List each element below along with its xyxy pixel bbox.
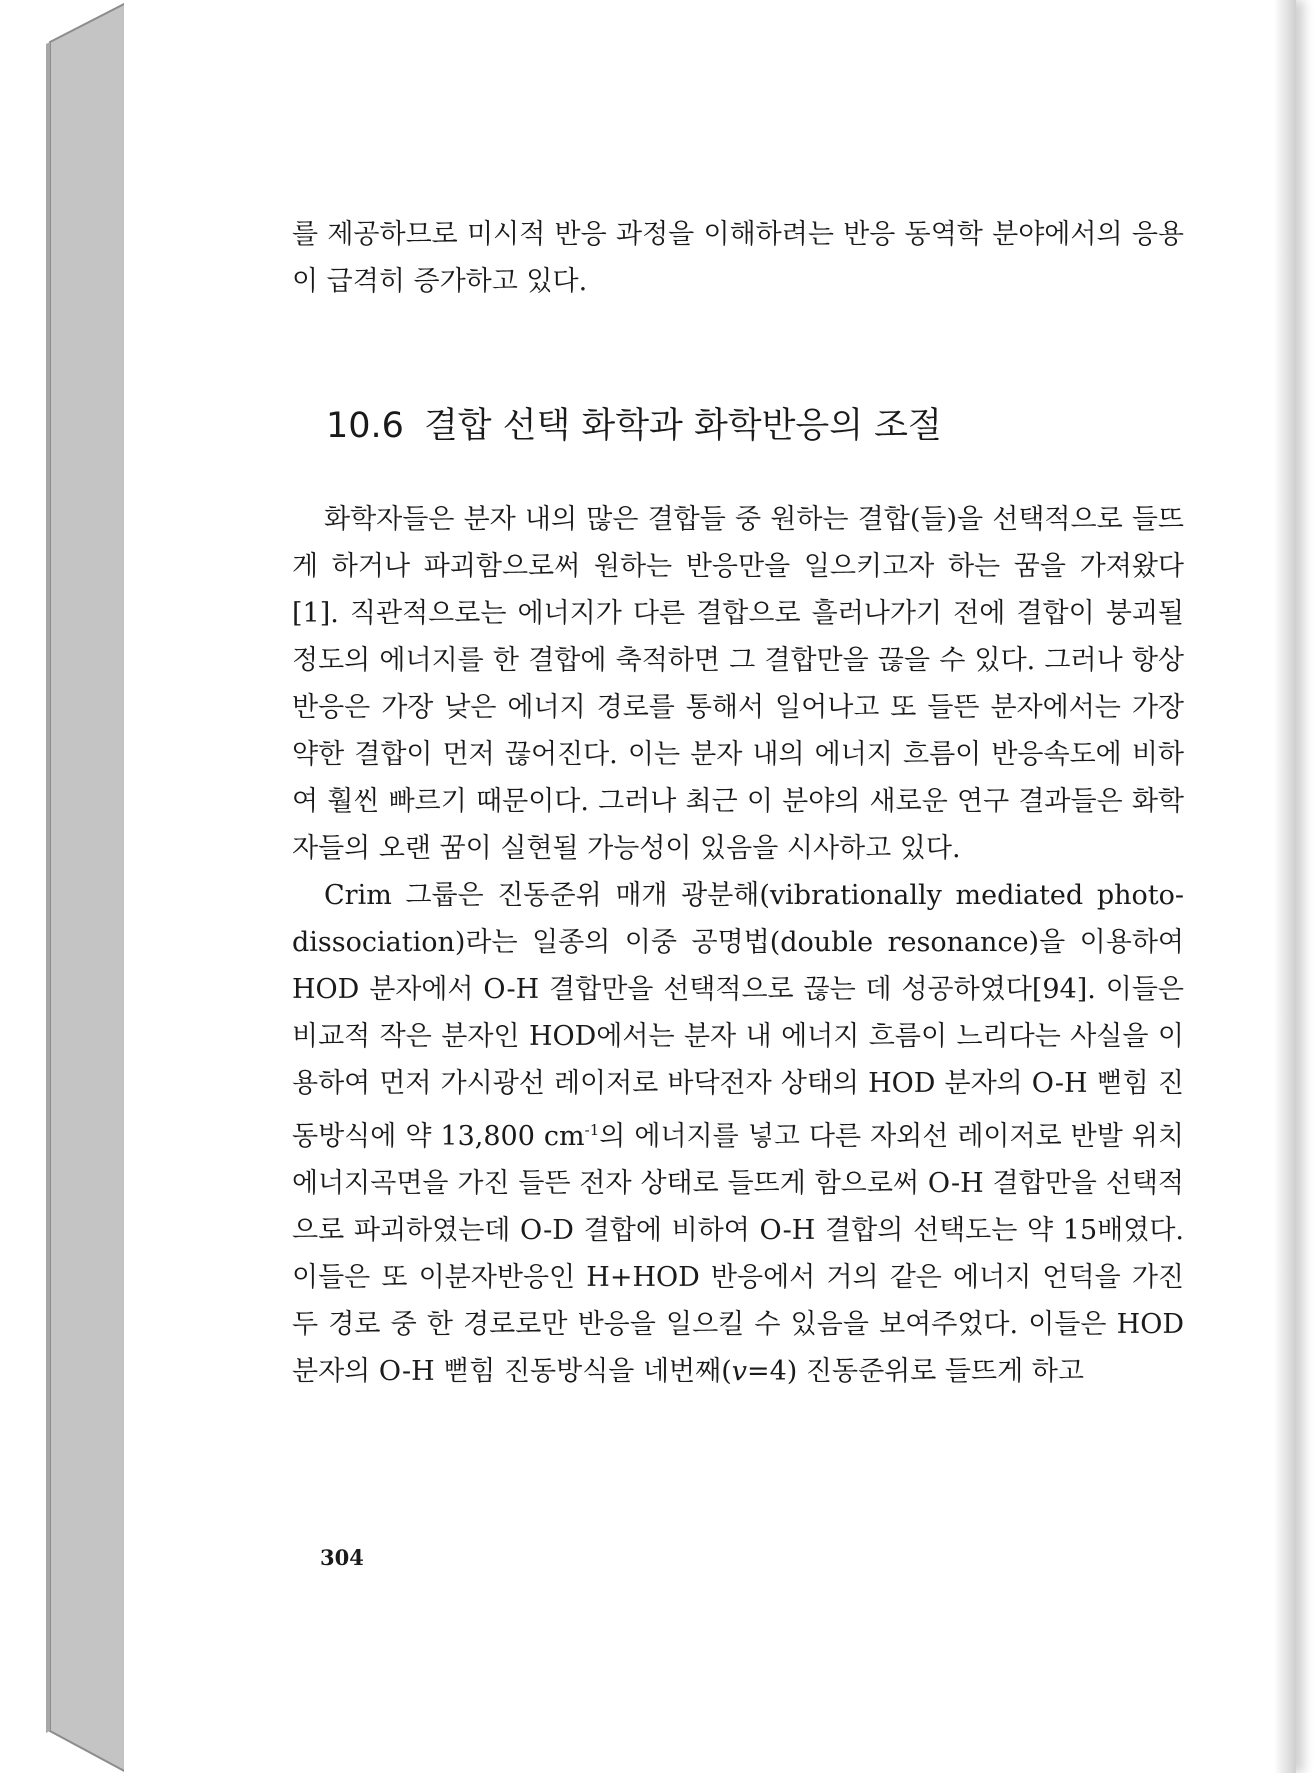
section-number: 10.6 (326, 406, 404, 446)
paragraph-text: 의 에너지를 넣고 다른 자외선 레이저로 반발 위치에너지곡면을 가진 들뜬 전자 상태로 들뜨게 함으로써 O-H 결합만을 선택적으로 파괴하였는데 O-D 결합에 비하여 O-H 결합의 선택도는 약 15배였다. 이들은 또 이분자반응인 H+HOD 반응에서 거의 같은 에너지 언덕을 가진 두 경로 중 한 경로로만 반응을 일으킬 수 있음을 보여주었다. 이들은 HOD 분자의 O-H 뻗힘 진동방식을 네번째( (292, 1121, 1185, 1387)
page-edge (1274, 0, 1296, 1773)
unit-superscript: -1 (584, 1121, 600, 1139)
book-spine (0, 0, 128, 1773)
section-heading (326, 398, 942, 448)
intro-paragraph: 를 제공하므로 미시적 반응 과정을 이해하려는 반응 동역학 분야에서의 응용이 급격히 증가하고 있다. (292, 219, 1184, 297)
quantum-number-symbol: v (731, 1356, 747, 1387)
body-paragraph-crim (292, 872, 1184, 1395)
paragraph-text: Crim 그룹은 진동준위 매개 광분해(vibrationally mediated photo-dissociation)라는 일종의 이중 공명법(double resonance)을 이용하여 HOD 분자에서 O-H 결합만을 선택적으로 끊는 데 성공하였다[94]. 이들은 비교적 작은 분자인 HOD에서는 분자 내 에너지 흐름이 느리다는 사실을 이용하여 먼저 가시광선 레이저로 바닥전자 상태의 HOD 분자의 O-H 뻗힘 진동방식에 약 13,800 cm (292, 880, 1184, 1152)
body-paragraph: 화학자들은 분자 내의 많은 결합들 중 원하는 결합(들)을 선택적으로 들뜨게 하거나 파괴함으로써 원하는 반응만을 일으키고자 하는 꿈을 가져왔다[1]. 직관적으로는 에너지가 다른 결합으로 흘러나가기 전에 결합이 붕괴될 정도의 에너지를 한 결합에 축적하면 그 결합만을 끊을 수 있다. 그러나 항상 반응은 가장 낮은 에너지 경로를 통해서 일어나고 또 들뜬 분자에서는 가장 약한 결합이 먼저 끊어진다. 이는 분자 내의 에너지 흐름이 반응속도에 비하여 훨씬 빠르기 때문이다. 그러나 최근 이 분야의 새로운 연구 결과들은 화학자들의 오랜 꿈이 실현될 가능성이 있음을 시사하고 있다. (292, 504, 1184, 864)
paragraph-text: =4) 진동준위로 들뜨게 하고 (747, 1356, 1084, 1387)
page-number: 304 (320, 1545, 364, 1570)
section-title: 결합 선택 화학과 화학반응의 조절 (423, 406, 942, 446)
book-page (124, 0, 1296, 1773)
section-body (292, 496, 1184, 1395)
